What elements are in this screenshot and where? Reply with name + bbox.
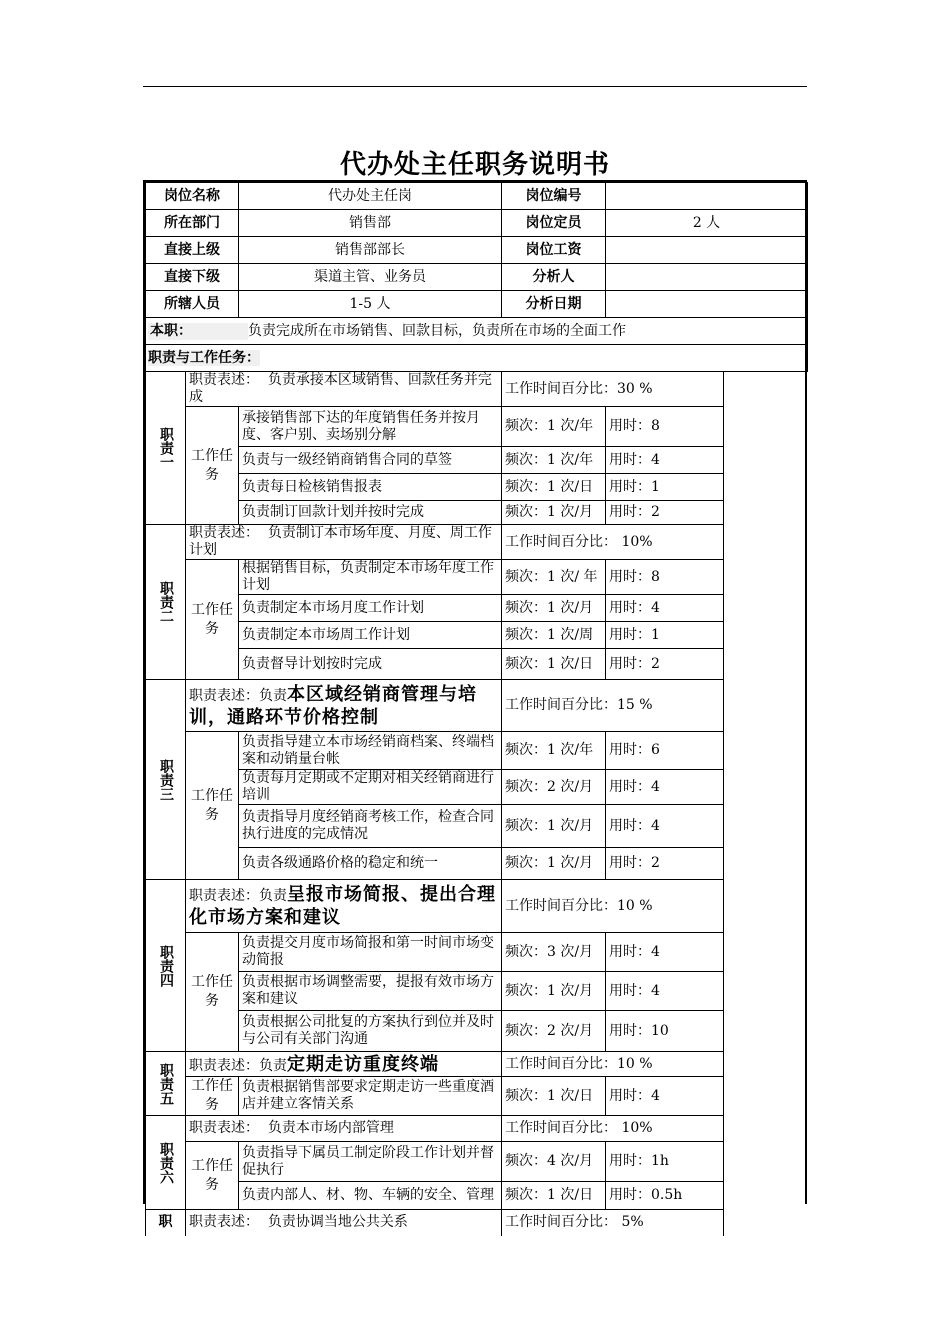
duty-row xyxy=(146,318,808,345)
task-text: 负责制定本市场周工作计划 xyxy=(239,622,502,649)
task-row xyxy=(146,805,808,848)
task-frequency: 频次：1 次/日 xyxy=(502,1077,606,1116)
info-label: 岗位名称 xyxy=(146,183,239,210)
section-desc: 职责表述： 负责制订本市场年度、月度、周工作计划 xyxy=(186,525,502,560)
task-row xyxy=(146,933,808,972)
task-row xyxy=(146,1011,808,1052)
job-description-sheet xyxy=(143,180,807,1231)
info-label: 所在部门 xyxy=(146,210,239,237)
info-row xyxy=(146,264,808,291)
info-label: 所辖人员 xyxy=(146,291,239,318)
task-row xyxy=(146,770,808,805)
info-value: 代办处主任岗 xyxy=(239,183,502,210)
task-row xyxy=(146,501,808,525)
task-text: 负责指导建立本市场经销商档案、终端档案和动销量台帐 xyxy=(239,732,502,770)
section-name: 职责六 xyxy=(146,1116,186,1210)
task-row xyxy=(146,447,808,474)
task-text: 负责根据销售部要求定期走访一些重度酒店并建立客情关系 xyxy=(239,1077,502,1116)
info-label: 直接下级 xyxy=(146,264,239,291)
task-time: 用时：2 xyxy=(606,649,724,680)
section-percent: 工作时间百分比：10 % xyxy=(502,880,724,933)
section-name: 职责二 xyxy=(146,525,186,680)
info-value: 销售部部长 xyxy=(239,237,502,264)
info-label: 分析日期 xyxy=(502,291,606,318)
section-desc-row xyxy=(146,680,808,732)
task-time: 用时：1h xyxy=(606,1142,724,1182)
tasks-header-row xyxy=(146,345,808,372)
task-time: 用时：4 xyxy=(606,770,724,805)
section-desc-row xyxy=(146,525,808,560)
task-time: 用时：4 xyxy=(606,972,724,1011)
task-time: 用时：2 xyxy=(606,848,724,880)
task-frequency: 频次：1 次/日 xyxy=(502,474,606,501)
section-desc-row xyxy=(146,1052,808,1077)
task-row xyxy=(146,407,808,447)
section-name: 职 xyxy=(146,1210,186,1236)
work-task-label: 工作任务 xyxy=(186,1077,239,1116)
task-text: 负责每月定期或不定期对相关经销商进行培训 xyxy=(239,770,502,805)
section-desc: 职责表述：负责定期走访重度终端 xyxy=(186,1052,502,1077)
task-text: 负责制订回款计划并按时完成 xyxy=(239,501,502,525)
task-row xyxy=(146,622,808,649)
task-row xyxy=(146,848,808,880)
section-desc: 职责表述： 负责本市场内部管理 xyxy=(186,1116,502,1142)
task-row xyxy=(146,560,808,595)
task-text: 负责督导计划按时完成 xyxy=(239,649,502,680)
task-time: 用时：4 xyxy=(606,933,724,972)
task-time: 用时：2 xyxy=(606,501,724,525)
section-name: 职责一 xyxy=(146,372,186,525)
info-value: 2 人 xyxy=(606,210,808,237)
task-row xyxy=(146,1142,808,1182)
duty-text: 负责完成所在市场销售、回款目标，负责所在市场的全面工作 xyxy=(248,322,626,339)
task-text: 负责各级通路价格的稳定和统一 xyxy=(239,848,502,880)
task-frequency: 频次：2 次/月 xyxy=(502,1011,606,1052)
task-text: 负责指导月度经销商考核工作，检查合同执行进度的完成情况 xyxy=(239,805,502,848)
task-row xyxy=(146,1182,808,1210)
section-desc-row xyxy=(146,880,808,933)
info-label: 岗位定员 xyxy=(502,210,606,237)
task-time: 用时：4 xyxy=(606,1077,724,1116)
info-value xyxy=(606,291,808,318)
section-name: 职责五 xyxy=(146,1052,186,1116)
info-value: 1-5 人 xyxy=(239,291,502,318)
task-frequency: 频次：1 次/年 xyxy=(502,447,606,474)
info-row xyxy=(146,183,808,210)
task-text: 负责根据市场调整需要，提报有效市场方案和建议 xyxy=(239,972,502,1011)
task-frequency: 频次：3 次/月 xyxy=(502,933,606,972)
work-task-label: 工作任务 xyxy=(186,933,239,1052)
task-text: 负责每日检核销售报表 xyxy=(239,474,502,501)
task-frequency: 频次：1 次/月 xyxy=(502,595,606,622)
task-frequency: 频次：2 次/月 xyxy=(502,770,606,805)
task-time: 用时：1 xyxy=(606,474,724,501)
work-task-label: 工作任务 xyxy=(186,732,239,880)
tasks-header: 职责与工作任务： xyxy=(146,345,808,372)
task-time: 用时：4 xyxy=(606,595,724,622)
task-row xyxy=(146,1077,808,1116)
work-task-label: 工作任务 xyxy=(186,407,239,525)
task-frequency: 频次：1 次/月 xyxy=(502,972,606,1011)
info-value: 渠道主管、业务员 xyxy=(239,264,502,291)
info-row xyxy=(146,210,808,237)
task-time: 用时：8 xyxy=(606,407,724,447)
task-time: 用时：10 xyxy=(606,1011,724,1052)
header-rule xyxy=(143,86,807,87)
section-percent: 工作时间百分比： 5% xyxy=(502,1210,724,1236)
section-desc: 职责表述： 负责协调当地公共关系 xyxy=(186,1210,502,1236)
section-desc-row xyxy=(146,372,808,407)
task-row xyxy=(146,649,808,680)
task-frequency: 频次：4 次/月 xyxy=(502,1142,606,1182)
task-frequency: 频次：1 次/ 年 xyxy=(502,560,606,595)
task-text: 负责与一级经销商销售合同的草签 xyxy=(239,447,502,474)
section-percent: 工作时间百分比： 10% xyxy=(502,525,724,560)
info-row xyxy=(146,291,808,318)
task-frequency: 频次：1 次/月 xyxy=(502,805,606,848)
section-desc-row xyxy=(146,1210,808,1236)
task-time: 用时：4 xyxy=(606,805,724,848)
section-desc: 职责表述：负责本区域经销商管理与培训，通路环节价格控制 xyxy=(186,680,502,732)
info-label: 岗位编号 xyxy=(502,183,606,210)
info-label: 分析人 xyxy=(502,264,606,291)
task-text: 负责内部人、材、物、车辆的安全、管理 xyxy=(239,1182,502,1210)
task-time: 用时：4 xyxy=(606,447,724,474)
task-text: 负责制定本市场月度工作计划 xyxy=(239,595,502,622)
section-desc: 职责表述：负责呈报市场简报、提出合理化市场方案和建议 xyxy=(186,880,502,933)
task-text: 负责提交月度市场简报和第一时间市场变动简报 xyxy=(239,933,502,972)
work-task-label: 工作任务 xyxy=(186,560,239,680)
section-percent: 工作时间百分比：15 % xyxy=(502,680,724,732)
info-label: 岗位工资 xyxy=(502,237,606,264)
task-text: 承接销售部下达的年度销售任务并按月度、客户别、卖场别分解 xyxy=(239,407,502,447)
section-percent: 工作时间百分比： 10% xyxy=(502,1116,724,1142)
section-percent: 工作时间百分比：30 % xyxy=(502,372,724,407)
task-row xyxy=(146,474,808,501)
duty-label: 本职： xyxy=(148,323,248,340)
job-description-table xyxy=(145,182,808,1236)
task-row xyxy=(146,732,808,770)
info-row xyxy=(146,237,808,264)
info-label: 直接上级 xyxy=(146,237,239,264)
task-time: 用时：0.5h xyxy=(606,1182,724,1210)
task-time: 用时：1 xyxy=(606,622,724,649)
info-value xyxy=(606,183,808,210)
work-task-label: 工作任务 xyxy=(186,1142,239,1210)
section-desc: 职责表述： 负责承接本区域销售、回款任务并完成 xyxy=(186,372,502,407)
section-desc-row xyxy=(146,1116,808,1142)
document-title: 代办处主任职务说明书 xyxy=(339,150,610,180)
task-time: 用时：8 xyxy=(606,560,724,595)
task-frequency: 频次：1 次/月 xyxy=(502,501,606,525)
info-value: 销售部 xyxy=(239,210,502,237)
task-text: 负责指导下属员工制定阶段工作计划并督促执行 xyxy=(239,1142,502,1182)
task-row xyxy=(146,595,808,622)
task-frequency: 频次：1 次/年 xyxy=(502,732,606,770)
task-frequency: 频次：1 次/周 xyxy=(502,622,606,649)
section-name: 职责四 xyxy=(146,880,186,1052)
task-text: 根据销售目标，负责制定本市场年度工作计划 xyxy=(239,560,502,595)
info-value xyxy=(606,264,808,291)
task-frequency: 频次：1 次/年 xyxy=(502,407,606,447)
task-frequency: 频次：1 次/日 xyxy=(502,1182,606,1210)
task-time: 用时：6 xyxy=(606,732,724,770)
info-value xyxy=(606,237,808,264)
task-frequency: 频次：1 次/日 xyxy=(502,649,606,680)
section-name: 职责三 xyxy=(146,680,186,880)
section-percent: 工作时间百分比：10 % xyxy=(502,1052,724,1077)
task-row xyxy=(146,972,808,1011)
task-text: 负责根据公司批复的方案执行到位并及时与公司有关部门沟通 xyxy=(239,1011,502,1052)
task-frequency: 频次：1 次/月 xyxy=(502,848,606,880)
